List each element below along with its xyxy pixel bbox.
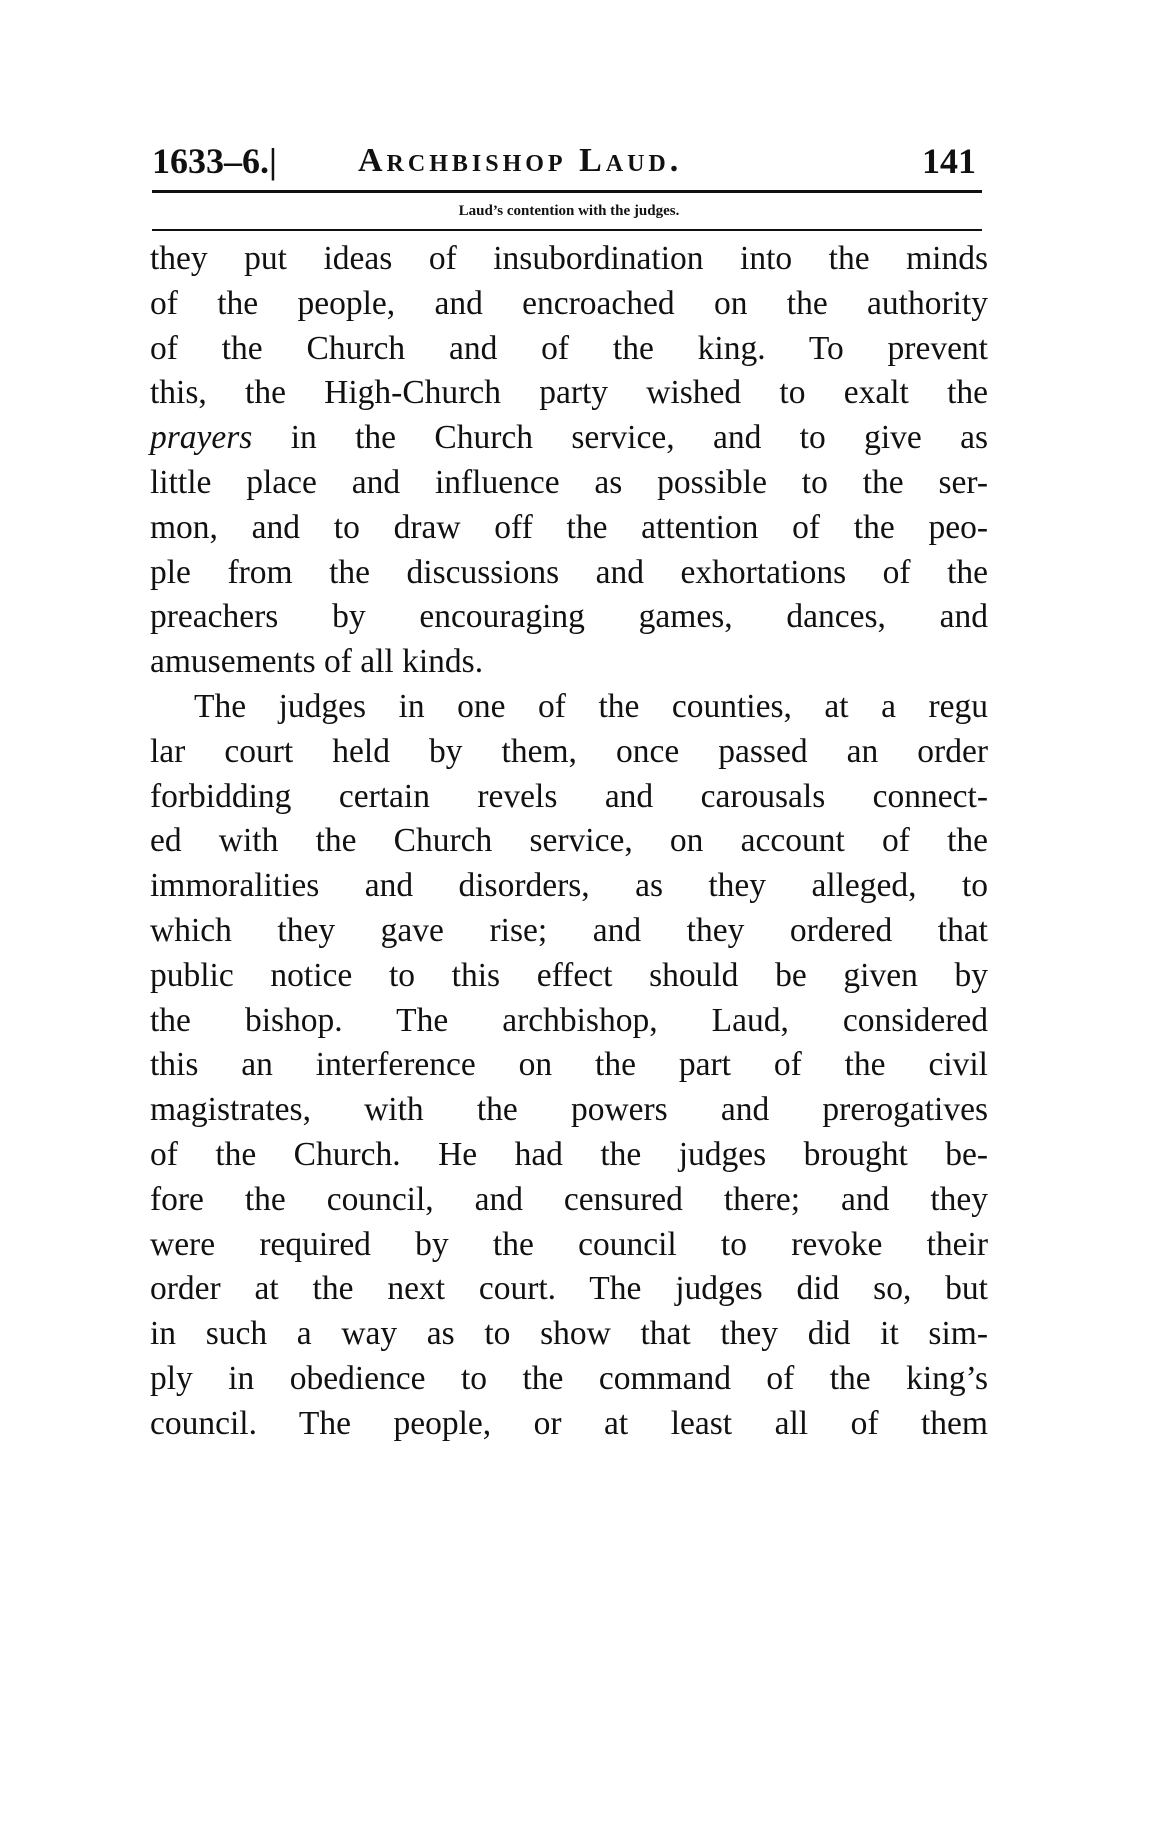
text-line: of the Church. He had the judges brought be- bbox=[150, 1135, 988, 1173]
text-line: were required by the council to revoke their bbox=[150, 1225, 988, 1263]
text-line: lar court held by them, once passed an order bbox=[150, 732, 988, 770]
text-line: they put ideas of insubordination into the minds bbox=[150, 240, 988, 277]
text-line: of the people, and encroached on the authority bbox=[150, 284, 988, 322]
text-line: fore the council, and censured there; and they bbox=[150, 1180, 988, 1218]
page-number: 141 bbox=[922, 141, 976, 181]
running-head bbox=[150, 120, 988, 190]
text-line: ple from the discussions and exhortations of the bbox=[150, 553, 988, 591]
text-line: order at the next court. The judges did so, but bbox=[150, 1270, 988, 1308]
text-line: in such a way as to show that they did it sim- bbox=[150, 1315, 988, 1353]
running-head-title: Archbishop Laud. bbox=[358, 142, 683, 179]
section-subhead: Laud’s contention with the judges. bbox=[458, 203, 680, 219]
italic-word: prayers bbox=[150, 419, 253, 457]
text-line: magistrates, with the powers and prerogatives bbox=[150, 1091, 988, 1129]
paragraph-2 bbox=[150, 685, 988, 1447]
text-line: of the Church and of the king. To prevent bbox=[150, 329, 988, 367]
text-line: The judges in one of the counties, at a regu bbox=[194, 687, 988, 725]
running-head-dates: 1633–6.| bbox=[152, 141, 277, 181]
text-line: the bishop. The archbishop, Laud, considered bbox=[150, 1001, 988, 1039]
text-line: amusements of all kinds. bbox=[150, 643, 484, 681]
text-line: preachers by encouraging games, dances, and bbox=[150, 598, 988, 636]
text-line-rest: in the Church service, and to give as bbox=[290, 419, 989, 457]
text-line: this an interference on the part of the civil bbox=[150, 1046, 988, 1084]
book-page bbox=[150, 120, 988, 1447]
paragraph-1 bbox=[150, 237, 988, 685]
text-line: mon, and to draw off the attention of the peo- bbox=[150, 508, 988, 546]
text-line: forbidding certain revels and carousals connect- bbox=[150, 777, 988, 815]
text-line: which they gave rise; and they ordered that bbox=[150, 911, 988, 949]
text-line: public notice to this effect should be given by bbox=[150, 956, 988, 994]
text-line: ply in obedience to the command of the king’s bbox=[150, 1359, 988, 1397]
text-line: little place and influence as possible to the ser- bbox=[150, 463, 988, 501]
text-line: council. The people, or at least all of them bbox=[150, 1404, 988, 1442]
text-line: immoralities and disorders, as they alleged, to bbox=[150, 867, 988, 905]
text-line: this, the High-Church party wished to exalt the bbox=[150, 374, 988, 412]
header-rule-bottom bbox=[152, 229, 982, 231]
text-line-with-italic bbox=[150, 416, 988, 461]
text-line: ed with the Church service, on account of the bbox=[150, 822, 988, 860]
